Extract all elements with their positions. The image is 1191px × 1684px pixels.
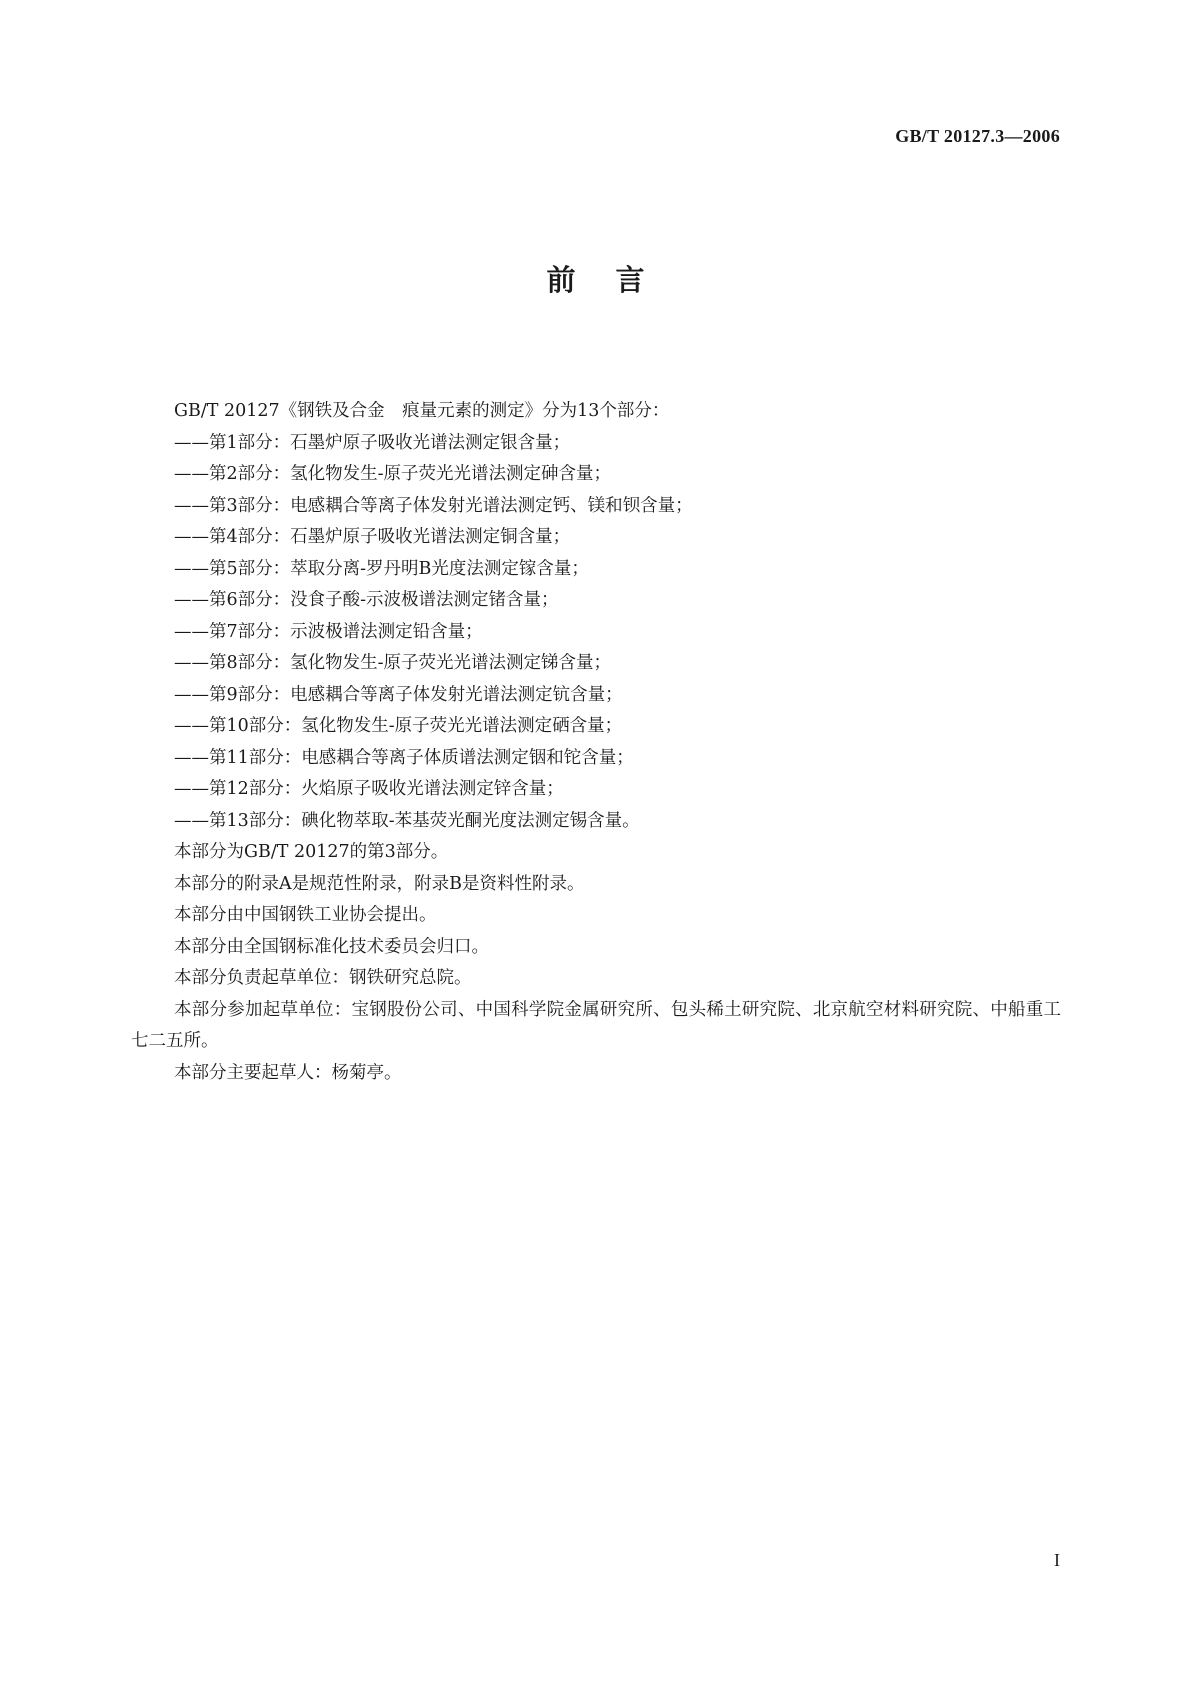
part-list-item: ——第8部分：氢化物发生-原子荧光光谱法测定锑含量；: [174, 653, 612, 673]
part-number-statement: 本部分为GB/T 20127的第3部分。: [174, 842, 449, 862]
participating-drafters-statement: 本部分参加起草单位：宝钢股份公司、中国科学院金属研究所、包头稀土研究院、北京航空材料研究院、中船重工七二五所。: [131, 999, 1061, 1051]
page-number: I: [1054, 1550, 1060, 1570]
part-list-item: ——第4部分：石墨炉原子吸收光谱法测定铜含量；: [174, 527, 571, 547]
part-list-item: ——第5部分：萃取分离-罗丹明B光度法测定镓含量；: [174, 558, 589, 579]
part-list-item: ——第9部分：电感耦合等离子体发射光谱法测定钪含量；: [174, 684, 623, 705]
part-list-item: ——第13部分：碘化物萃取-苯基荧光酮光度法测定锡含量。: [174, 810, 640, 831]
part-list-item: ——第11部分：电感耦合等离子体质谱法测定铟和铊含量；: [174, 747, 634, 768]
part-list-item: ——第10部分：氢化物发生-原子荧光光谱法测定硒含量；: [174, 716, 623, 736]
part-list-item: ——第3部分：电感耦合等离子体发射光谱法测定钙、镁和钡含量；: [174, 495, 693, 516]
part-list-item: ——第7部分：示波极谱法测定铅含量；: [174, 621, 483, 642]
page-title: 前言: [546, 263, 685, 297]
main-drafter-statement: 本部分主要起草人：杨菊亭。: [174, 1062, 402, 1083]
intro-paragraph: GB/T 20127《钢铁及合金 痕量元素的测定》分为13个部分：: [174, 401, 670, 421]
proposer-statement: 本部分由中国钢铁工业协会提出。: [174, 905, 437, 925]
foreword-body: [131, 396, 1061, 1089]
part-list-item: ——第2部分：氢化物发生-原子荧光光谱法测定砷含量；: [174, 464, 612, 484]
appendix-statement: 本部分的附录A是规范性附录，附录B是资料性附录。: [174, 873, 585, 894]
lead-drafter-statement: 本部分负责起草单位：钢铁研究总院。: [174, 968, 472, 988]
standard-code: GB/T 20127.3—2006: [895, 126, 1060, 146]
part-list-item: ——第1部分：石墨炉原子吸收光谱法测定银含量；: [174, 432, 571, 453]
committee-statement: 本部分由全国钢标准化技术委员会归口。: [174, 936, 489, 957]
part-list-item: ——第6部分：没食子酸-示波极谱法测定锗含量；: [174, 590, 559, 610]
part-list-item: ——第12部分：火焰原子吸收光谱法测定锌含量；: [174, 779, 564, 799]
